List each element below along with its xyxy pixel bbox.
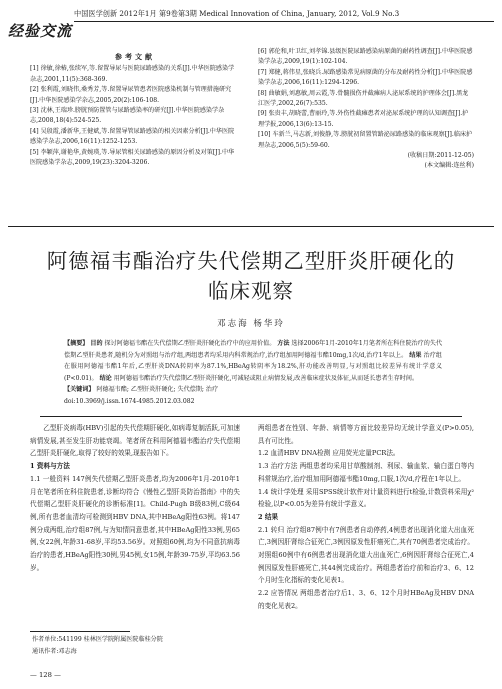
reference-item: [8] 曲敏娟,刘惠敏,周云霞,等.骨髓损伤并截瘫病人泌尿系统的护理体会[J].黑龙江医学,2002,26(7):535. [258, 89, 469, 108]
doi: doi:10.3969/j.issn.1674-4985.2012.03.082 [64, 397, 195, 405]
paragraph-1-4: 1.4 统计学处理 采用SPSS统计软件对计量资料进行t检验,计数资料采用χ²检验,以P<0.05为差异有统计学意义。 [258, 487, 474, 509]
abstract-method: 选择2006年1月-2010年1月笔者所在科住院治疗的失代偿期乙型肝炎患者,随机分为对照组与治疗组,两组患者均采用内科常规治疗,治疗组加用阿德福韦酯10mg,1次/d,治疗1年以上。 [64, 340, 443, 359]
reference-item: [6] 郭伦和,叶卫红,刘孝锦.县级医院尿路感染病原菌的耐药性调查[J].中华医院感染学杂志,2009,19(1):102-104. [258, 48, 473, 66]
references-left [30, 52, 240, 168]
abstract-result: 治疗组在服用阿德福韦酯1年后,乙型肝炎DNA转阴率为87.1%,HBeAg转阴率为18.2%,肝功能改善明显,与对照组比较差异有统计学意义(P<0.01)。 [64, 351, 443, 382]
footnote-rule [30, 631, 130, 632]
abstract-conclusion: 用阿德福韦酯治疗失代偿期乙型肝炎肝硬化,可减轻或阻止病情发展,改善临床症状及体征,从而延长患者生存时间。 [113, 374, 419, 382]
section-heading: 1 资料与方法 [30, 462, 70, 471]
paragraph-2-1: 2.1 转归 治疗组87例中有7例患者自动停药,4例患者出现消化道大出血死亡,3例因肝肾综合征死亡,3例因原发性肝癌死亡,其有70例患者完成治疗。对照组60例中有6例患者出现消化道大出血死亡,6例因肝肾综合征死亡,4例因原发性肝癌死亡,其44例完成治疗。两组患者治疗前和治疗3、6、12个月时生化指标的变化见表1。 [258, 525, 474, 585]
references-title: 参考文献 [115, 52, 155, 61]
reference-item: [5] 李颖萍,谢艳华,黄婉瑛,等.导尿管相关尿路感染的原因分析及对策[J].中华医院感染学杂志,2009,19(23):3204-3206. [30, 148, 235, 167]
paragraph-comparability: 两组患者在性别、年龄、病情等方面比较差异均无统计学意义(P>0.05),具有可比性。 [258, 424, 474, 445]
correspondence-author: 通讯作者:邓志海 [32, 648, 77, 655]
reference-item: [10] 车新兰,马志新,刘俊静,等.膀胱初留置管路泌尿路感染的临床观察[J].临床护理杂志,2006,5(5):59-60. [258, 131, 473, 149]
article-title-line1: 阿德福韦酯治疗失代偿期乙型肝炎肝硬化的 [46, 249, 456, 273]
reference-item: [1] 徐敏,徐椿,张续军,等.留置导尿与医院尿路感染的关系[J].中华医院感染学杂志,2001,11(5):368-369. [30, 65, 235, 83]
keywords-label: 【关键词】 [64, 386, 95, 394]
reference-item: [9] 张贵丰,胡晓蕾,曹丽玲,等.外伤性截瘫患者对泌尿系统护理的认知调查[J].护理学报,2006,13(6):13-15. [258, 110, 469, 128]
abstract [64, 338, 442, 408]
journal-section-logo: 经验交流 [8, 22, 73, 40]
abstract-label: 【摘要】 [64, 340, 89, 347]
body-right-column [258, 422, 474, 613]
received-date: (收稿日期:2011-12-05) [407, 152, 474, 160]
abstract-objective: 探讨阿德福韦酯在失代偿期乙型肝炎肝硬化治疗中的应用价值。 [104, 340, 276, 347]
paragraph-1-2: 1.2 血清HBV DNA检测 应用荧光定量PCR法。 [258, 449, 400, 458]
section-heading-results: 2 结果 [258, 512, 279, 521]
footnote [32, 634, 252, 658]
keywords: 阿德福韦酯; 乙型肝炎肝硬化; 失代偿期; 治疗 [96, 386, 219, 394]
conclusion-label: 结论 [99, 374, 112, 382]
method-label: 方法 [277, 340, 290, 347]
body-left-column [30, 422, 240, 574]
article-authors: 邓志海 杨华玲 [217, 319, 285, 329]
objective-label: 目的 [90, 340, 103, 347]
reference-item: [2] 张利霞,刘晓伟,桑秀芳,等.留置导尿管患者医院感染机制与管理措施研究[J].中华医院感染学杂志,2005,20(2):106-108. [30, 86, 232, 104]
paragraph-1-1: 1.1 一般资料 147例失代偿期乙型肝炎患者,均为2006年1月-2010年1月在笔者所在科住院患者,诊断均符合《慢性乙型肝炎防治指南》中的失代偿期乙型肝炎肝硬化的诊断标准[1]。Child-Pugh B级83例,C级64例,所有患者血清均可检测到HBV DNA,其中HBeAg阳性63例。将147例分成两组,治疗组87例,与为知情同意患者,其中HBeAg阳性33例,男65例,女22例,年龄31-68岁,平均53.56岁。对照组60例,均为不同意抗病毒治疗的患者,HBeAg阳性30例,男45例,女15例,年龄39-75岁,平均63.56岁。 [30, 474, 240, 572]
paragraph-1-3: 1.3 治疗方法 两组患者均采用甘草酸制剂、利尿、输血浆、输白蛋白等内科常规治疗,治疗组加用阿德福韦酯10mg,口服,1次/d,疗程在1年以上。 [258, 462, 474, 483]
running-header: 中国医学创新 2012年1月 第9卷第3期 Medical Innovation of China, January, 2012, Vol.9 No.3 [74, 9, 400, 18]
section-divider [8, 226, 494, 227]
author-affiliation: 作者单位:541199 桂林医学院附属医院临桂分院 [32, 636, 163, 643]
header-rule [74, 21, 494, 22]
reference-item: [7] 郑健,蒋伟星,张晓兵.尿路感染常见病原菌的分布及耐药性分析[J].中华医院感染学杂志,2006,16(11):1294-1296. [258, 68, 473, 87]
references-right [258, 47, 474, 172]
abstract-rule [40, 416, 462, 417]
page-number: — 128 — [30, 671, 61, 679]
paragraph-2-2: 2.2 应答情况 两组患者治疗后1、3、6、12个月时HBeAg及HBV DNA的变化见表2。 [258, 589, 474, 610]
reference-item: [4] 吴殷霞,潘新华,王健斌,等.留置导管尿路感染的相关因素分析[J].中华医院感染学杂志,2006,16(11):1252-1253. [30, 127, 235, 146]
intro-paragraph: 乙型肝炎病毒(HBV)引起的失代偿期肝硬化,如病毒复制活跃,可加速病情发展,甚至发生肝功能衰竭。笔者所在科用阿德福韦酯治疗失代偿期乙型肝炎肝硬化,取得了较好的效果,现报告如下。 [30, 424, 240, 458]
editor-note: (本文编辑:连丝利) [424, 162, 474, 170]
result-label: 结果 [409, 351, 422, 359]
reference-item: [3] 沈林,王瑞珍.膀胱预防置管与尿路感染率的研究[J].中华医院感染学杂志,2008,18(4):524-525. [30, 107, 225, 125]
article-title-line2: 临床观察 [208, 279, 294, 303]
